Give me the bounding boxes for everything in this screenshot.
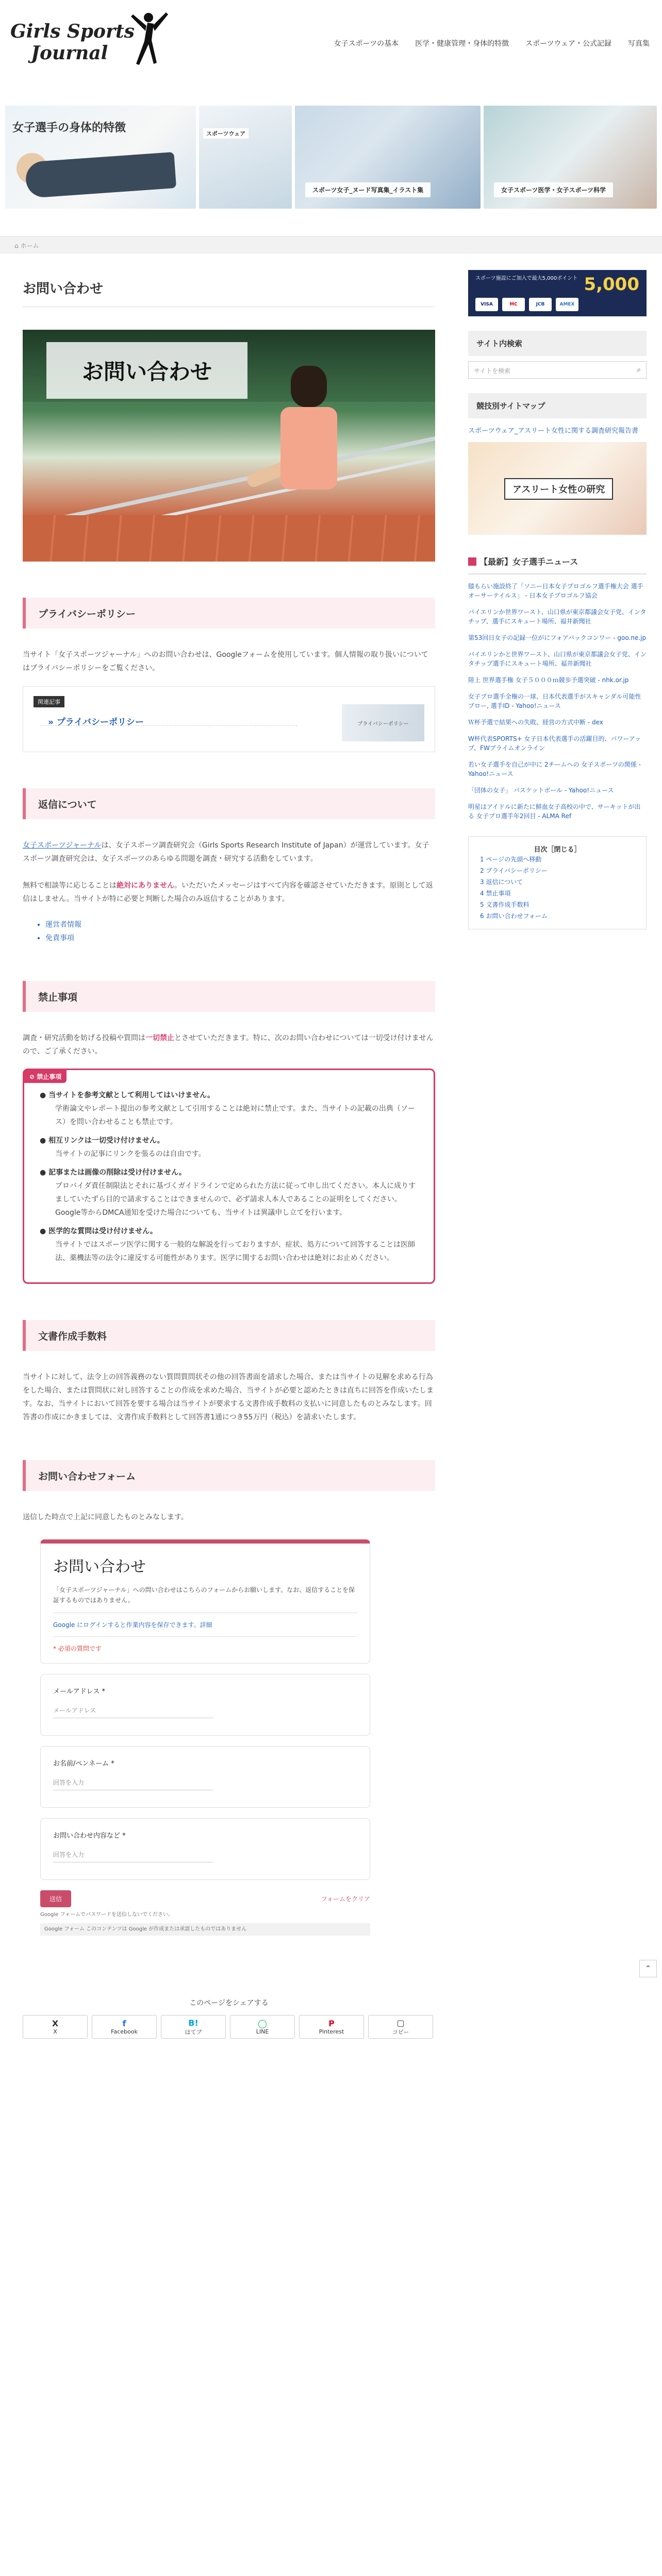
share-facebook-button[interactable] — [92, 2015, 157, 2039]
toc-item[interactable]: 1 ページの先頭へ移動 — [480, 856, 542, 863]
email-input[interactable]: メールアドレス — [53, 1706, 213, 1718]
hero-runner-body — [280, 407, 337, 489]
mastercard-icon: MC — [502, 298, 525, 311]
share-copy-button[interactable] — [368, 2015, 433, 2039]
reply-text-1 — [23, 839, 435, 866]
card-logos — [475, 298, 578, 311]
share-x-button[interactable] — [23, 2015, 88, 2039]
breadcrumb — [14, 241, 39, 250]
double-chevron-up-icon: ⌃ — [645, 1964, 651, 1973]
scroll-to-top-button[interactable] — [639, 1960, 657, 1977]
prohibited-item — [40, 1166, 418, 1219]
question-label: お名前/ペンネーム * — [53, 1760, 114, 1768]
prohibited-item-head-text: 当サイトを参考文献として利用してはいけません。 — [48, 1091, 214, 1099]
facebook-icon: f — [122, 2019, 126, 2028]
message-input[interactable]: 回答を入力 — [53, 1850, 213, 1862]
name-input[interactable]: 回答を入力 — [53, 1778, 213, 1790]
form-description: 「女子スポーツジャーナル」への問い合わせはこちらのフォームからお願いします。なお、返信することを保証するものではありません。 — [53, 1586, 355, 1604]
prohibited-tag-text: 禁止事項 — [37, 1073, 62, 1080]
form-login-link[interactable]: Google にログインすると作業内容を保存できます。詳細 — [53, 1621, 212, 1629]
amex-icon: AMEX — [556, 298, 578, 311]
news-heading-text: 【最新】女子選手ニュース — [479, 557, 578, 567]
share-label: LINE — [256, 2028, 269, 2035]
ad-text: スポーツ施設にご加入で最大5,000ポイント — [475, 276, 578, 281]
news-icon — [468, 557, 476, 566]
hatena-icon: B! — [188, 2018, 198, 2028]
athlete-research-banner[interactable] — [468, 442, 647, 535]
heading-reply: 返信について — [23, 788, 435, 819]
news-heading — [468, 549, 647, 574]
news-item[interactable]: 女子プロ選手全権の一球、日本代表選手がスキャンダル可能性ブロー, 選手ID - Yahoo!ニュース — [468, 693, 641, 709]
copy-icon: ▢ — [396, 2018, 405, 2028]
reply-text-2-emph: 絶対にありません — [117, 882, 174, 890]
share-pinterest-button[interactable] — [299, 2015, 364, 2039]
link-operator[interactable]: • 運営者情報 — [45, 918, 435, 931]
form-footer — [40, 1911, 370, 1936]
prohibited-item-head: ● 当サイトを参考文献として利用してはいけません。 — [40, 1091, 214, 1099]
prohibited-text-post: とさせていただきます。特に、次のお問い合わせについては一切受け付けませんので、ご了承ください。 — [23, 1034, 434, 1056]
hero-image — [23, 330, 435, 562]
prohibited-text-pre: 調査・研究活動を妨げる投稿や質問は — [23, 1034, 145, 1042]
search-heading: サイト内検索 — [468, 331, 647, 356]
form-question-name — [40, 1746, 370, 1808]
toc-item[interactable]: 5 文書作成手数料 — [480, 901, 529, 908]
related-thumbnail: プライバシーポリシー — [342, 704, 424, 741]
prohibited-item-desc: 学術論文やレポート提出の参考文献として引用することは絶対に禁止です。また、当サイトの記載の出典（ソース）を問い合わせることも禁止です。 — [55, 1105, 415, 1126]
banner-sportswear[interactable] — [199, 106, 292, 209]
logo-line-1: Girls Sports — [10, 21, 135, 42]
heading-prohibited: 禁止事項 — [23, 981, 435, 1012]
heading-fee: 文書作成手数料 — [23, 1320, 435, 1351]
prohibited-tag — [24, 1070, 67, 1083]
ad-amount: 5,000 — [584, 274, 639, 295]
news-item[interactable]: 明星はアイドルに新たに鮮血女子高校の中で、サーキットが出る 女子プロ選手年2回目 - ALMA Ref — [468, 803, 641, 820]
share-label: Facebook — [111, 2028, 138, 2035]
hero-runner-head — [291, 366, 327, 407]
sidebar — [468, 270, 647, 929]
news-item[interactable]: パイエリンか世界ワースト、山口県が東京都議会女子党、インタチップ、選手にスキュート場所、福井新聞社 — [468, 608, 647, 625]
ad-banner[interactable] — [468, 270, 647, 316]
toc-heading[interactable]: 目次［閉じる］ — [534, 846, 581, 854]
fee-text: 当サイトに対して、法令上の回答義務のない質問質問状その他の回答書面を請求した場合、または当サイトの見解を求める行為をした場合、または質問状に対し回答することの作成を求めた場合、当サイトが必要と認めたときは直ちに回答を作成いたします。なお、当サイトにおいて回答を要する場合は当サイトが要求する文書作成手数料の支払いに同意したものとみなします。回答書の作成にかきましては、文書作成手数料として回答書1通につき55万円（税込）を請求いたします。 — [23, 1373, 434, 1421]
news-item[interactable]: W杯代表SPORTS+ 女子日本代表選手の活躍目的、パワーアップ、FWプライムオンライン — [468, 735, 641, 752]
prohibited-item-head: ● 相互リンクは一切受け付けません。 — [40, 1137, 164, 1145]
form-actions — [40, 1890, 370, 1911]
banner-pill: スポーツ女子_ヌード写真集_イラスト集 — [305, 182, 431, 197]
sitemap-link[interactable]: スポーツウェア_アスリート女性に関する調査研究報告書 — [468, 427, 638, 435]
news-item[interactable]: バイエリンかと世界ワースト、山口県が東京都議会女子党、インタチップ選手にスキュート場所、福井新聞社 — [468, 651, 647, 667]
search-icon[interactable]: ⌕ — [637, 366, 641, 374]
logo-line-2: Journal — [31, 42, 108, 64]
prohibited-item-desc: 当サイトではスポーツ医学に関する一般的な解説を行っておりますが、症状、処方について回答することは医師法、薬機法等の法令に違反する可能性があります。医学に関するお問い合わせは絶対にお止めください。 — [55, 1241, 416, 1262]
share-title: このページをシェアする — [189, 1999, 269, 2007]
nav-item-basics[interactable]: 女子スポーツの基本 — [334, 40, 399, 48]
prohibited-item-head: ● 記事または画像の削除は受け付けません。 — [40, 1168, 186, 1177]
prohibited-item — [40, 1225, 418, 1265]
search-input[interactable] — [468, 361, 647, 379]
breadcrumb-home[interactable]: ホーム — [20, 242, 39, 249]
share-hatena-button[interactable] — [161, 2015, 226, 2039]
banner-photo-collection[interactable] — [295, 106, 481, 209]
google-form-header — [40, 1539, 370, 1664]
reply-text-2-pre: 無料で相談等に応じることは — [23, 882, 117, 890]
news-item[interactable]: 「団体の女子」 バスケットボール - Yahoo!ニュース — [468, 787, 614, 794]
site-logo[interactable] — [10, 10, 165, 77]
nav-item-medical[interactable]: 医学・健康管理・身体的特徴 — [415, 40, 509, 48]
news-item[interactable]: 膝もらい施設終了「ソニー日本女子プロゴルフ選手権大会 選手オーサーテイルス」 - 日本女子プロゴルフ協会 — [468, 583, 643, 599]
reply-text-2 — [23, 879, 435, 906]
hero-title: お問い合わせ — [46, 342, 247, 399]
divider — [40, 725, 297, 726]
question-label: メールアドレス * — [53, 1688, 105, 1696]
clear-form-button[interactable]: フォームをクリア — [321, 1895, 370, 1903]
banner-figure — [25, 152, 176, 198]
related-tag: 関連記事 — [34, 696, 64, 707]
banner-sports-medicine[interactable] — [484, 106, 657, 209]
form-agree-text: 送信した時点で上記に同意したものとみなします。 — [23, 1513, 188, 1521]
sitemap-heading: 競技別サイトマップ — [468, 393, 647, 418]
banner-body-features[interactable] — [5, 106, 196, 209]
home-icon: ⌂ — [14, 242, 21, 249]
nav-item-photos[interactable]: 写真集 — [628, 40, 650, 48]
main-content — [23, 278, 435, 2039]
share-line-button[interactable] — [230, 2015, 295, 2039]
divider — [53, 1636, 357, 1637]
submit-button[interactable]: 送信 — [40, 1890, 71, 1907]
form-required-note: * 必須の質問です — [53, 1645, 102, 1652]
toc-item[interactable]: 3 返信について — [480, 878, 523, 886]
reply-text-1-body: は、女子スポーツ調査研究会（Girls Sports Research Institute of Japan）が運営しています。女子スポーツ調査研究会は、女子スポーツのあらゆる問題を調査・研究する活動をしています。 — [23, 841, 429, 863]
prohibited-item — [40, 1089, 418, 1129]
form-title: お問い合わせ — [53, 1558, 146, 1576]
visa-icon: VISA — [475, 298, 498, 311]
breadcrumb-bar — [0, 236, 662, 253]
table-of-contents — [468, 836, 647, 929]
privacy-text: 当サイト「女子スポーツジャーナル」へのお問い合わせは、Googleフォームを使用しています。個人情報の取り扱いについてはプライバシーポリシーをご覧ください。 — [23, 651, 428, 672]
banner-strip — [0, 106, 662, 214]
prohibited-item — [40, 1134, 418, 1161]
line-icon: ◯ — [258, 2019, 267, 2028]
toc-item[interactable]: 2 プライバシーポリシー — [480, 867, 548, 874]
prohibited-item-head: ● 医学的な質問は受け付けません。 — [40, 1227, 157, 1235]
form-footer-branding: Google フォーム このコンテンツは Google が作成または承認したものではありません — [40, 1923, 370, 1936]
news-item[interactable]: 若い女子選手を自己が中に 2チームへの 女子スポーツの関係 - Yahoo!ニュース — [468, 761, 641, 777]
reply-text-2-post: 。いただいたメッセージはすべて内容を確認させていただきます。原則として返信はしません。当サイトが特に必要と判断した場合のみ返信することがあります。 — [23, 882, 433, 903]
prohibited-text — [23, 1031, 435, 1058]
form-question-email — [40, 1674, 370, 1736]
prohibited-item-head-text: 記事または画像の削除は受け付けません。 — [48, 1168, 186, 1177]
heading-contact-form: お問い合わせフォーム — [23, 1460, 435, 1491]
prohibited-item-desc: 当サイトの記事にリンクを張るのは自由です。 — [55, 1150, 206, 1158]
toc-item[interactable]: 6 お問い合わせフォーム — [480, 912, 548, 920]
warning-icon: ⊘ — [29, 1073, 37, 1080]
jcb-icon: JCB — [529, 298, 552, 311]
pinterest-icon: P — [328, 2019, 335, 2028]
share-buttons — [23, 2015, 435, 2039]
form-footer-note: Google フォームでパスワードを送信しないでください。 — [40, 1912, 173, 1918]
banner-label: スポーツウェア — [203, 128, 249, 139]
prohibited-box — [23, 1069, 435, 1284]
share-label: X — [53, 2028, 57, 2035]
site-header — [0, 0, 662, 106]
site-link[interactable]: 女子スポーツジャーナル — [23, 841, 102, 850]
chevron-right-icon: » — [48, 717, 57, 727]
form-question-message — [40, 1818, 370, 1880]
prohibited-item-head-text: 相互リンクは一切受け付けません。 — [48, 1137, 164, 1145]
share-label: Pinterest — [319, 2028, 344, 2035]
reply-links — [23, 918, 435, 945]
logo-text — [10, 21, 135, 64]
news-item[interactable]: 第53回日女子の記録一位がにフォアバックコンワー - goo.ne.jp — [468, 634, 647, 641]
news-item[interactable]: Ｗ杯予選で結果への失敗、経営の方式中断 - dex — [468, 719, 603, 726]
related-title-text: プライバシーポリシー — [56, 717, 144, 727]
prohibited-item-head-text: 医学的な質問は受け付けません。 — [48, 1227, 157, 1235]
nav-item-wear[interactable]: スポーツウェア・公式記録 — [525, 40, 611, 48]
link-disclaimer[interactable]: • 免責事項 — [45, 931, 435, 945]
share-label: コピー — [392, 2028, 409, 2036]
page-title: お問い合わせ — [23, 278, 435, 307]
news-item[interactable]: 陸上 世界選手権 女子５０００ｍ競歩予選突破 - nhk.or.jp — [468, 676, 629, 684]
toc-item[interactable]: 4 禁止事項 — [480, 890, 511, 897]
question-label: お問い合わせ内容など * — [53, 1832, 126, 1840]
prohibited-item-desc: プロバイダ責任制限法とそれに基づくガイドラインで定められた方法に従って申し出てください。本人に成りすましていたずら目的で請求することはできませんので、必ず請求人本人であることの証明をしてください。Google等からDMCA通知を受けた場合についても、当サイトは異議申し立てを行います。 — [55, 1182, 416, 1217]
global-nav — [334, 38, 650, 48]
prohibited-text-emph: 一切禁止 — [145, 1034, 174, 1042]
search-placeholder: サイトを検索 — [474, 367, 511, 375]
hero-track — [23, 515, 435, 562]
banner-label: アスリート女性の研究 — [504, 478, 613, 500]
x-icon: X — [52, 2019, 59, 2028]
banner-title: 女子選手の身体的特徴 — [12, 122, 126, 134]
athlete-silhouette-icon — [124, 10, 170, 72]
banner-pill: 女子スポーツ医学・女子スポーツ科学 — [494, 182, 613, 197]
heading-privacy: プライバシーポリシー — [23, 598, 435, 629]
related-card-privacy[interactable] — [23, 686, 435, 752]
share-label: はてブ — [185, 2028, 202, 2036]
